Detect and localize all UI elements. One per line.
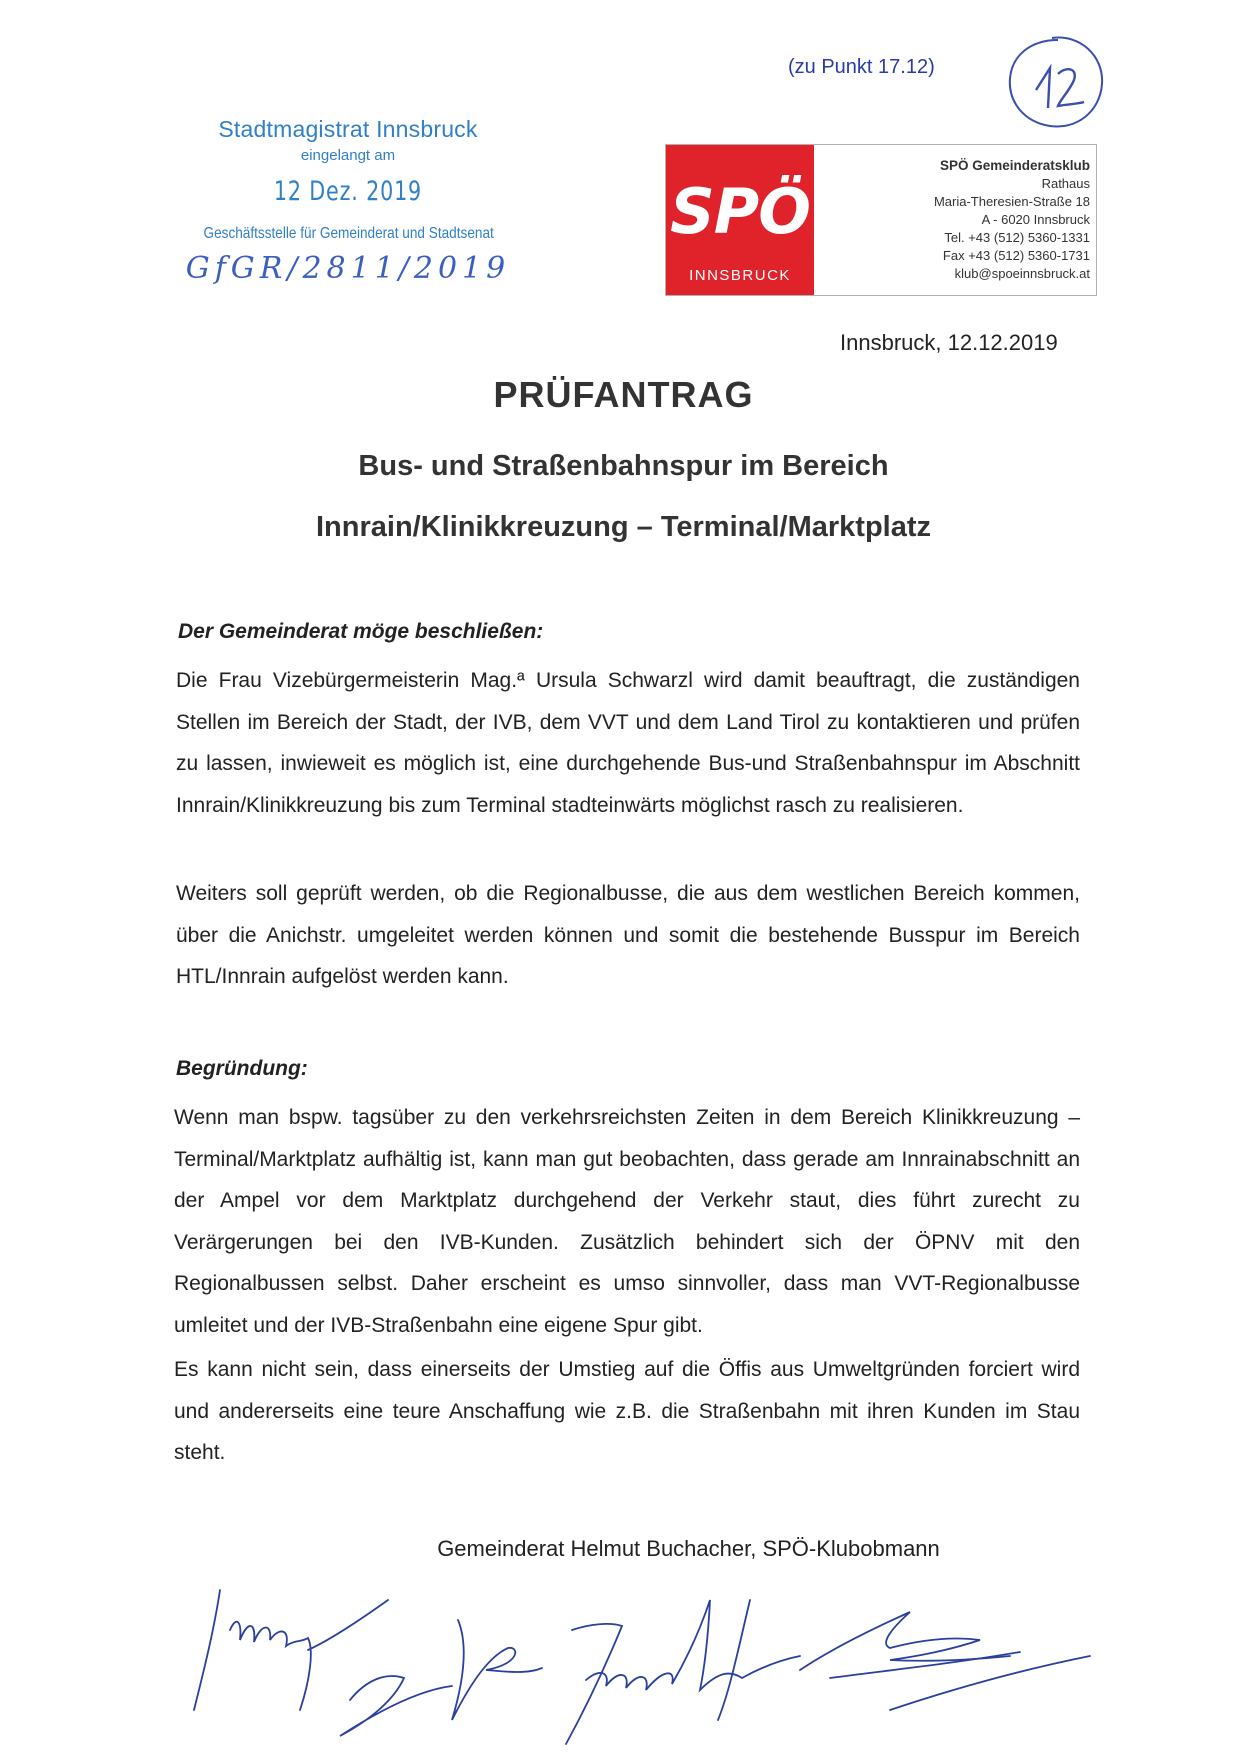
- stamp-received-label: eingelangt am: [300, 147, 396, 164]
- receipt-stamp: [178, 116, 518, 286]
- reasoning-paragraph: Wenn man bspw. tagsüber zu den verkehrsreichsten Zeiten in dem Bereich Klinikkreuzung – Terminal/Marktplatz aufhältig ist, kann man gut beobachten, dass gerade am Innrainabschnitt an der Ampel vor dem Marktplatz durchgehend der Verkehr staut, dies führt zurecht zu Verärgerungen bei den IVB-Kunden. Zusätzlich behindert sich der ÖPNV mit den Regionalbussen selbst. Daher erscheint es umso sinnvoller, dass man VVT-Regionalbusse umleitet und der IVB-Straßenbahn eine eigene Spur gibt.: [174, 1106, 1080, 1337]
- stamp-file-number: GfGR/2811/2019: [185, 251, 511, 286]
- address-line: Tel. +43 (512) 5360-1331: [944, 230, 1090, 245]
- reasoning-paragraph: Es kann nicht sein, dass einerseits der Umstieg auf die Öffis aus Umweltgründen forciert wird und andererseits eine teure Anschaffung wie z.B. die Straßenbahn mit ihren Kunden im Stau steht.: [174, 1358, 1080, 1464]
- spo-logo: [666, 145, 814, 295]
- reasoning-heading: Begründung:: [176, 1057, 308, 1080]
- stamp-office: Stadtmagistrat Innsbruck: [218, 116, 478, 142]
- document-title: PRÜFANTRAG: [493, 374, 754, 415]
- address-line: Fax +43 (512) 5360-1731: [942, 248, 1090, 263]
- sender-address: [934, 157, 1090, 283]
- motion-paragraph: Die Frau Vizebürgermeisterin Mag.ª Ursula Schwarzl wird damit beauftragt, die zuständigen Stellen im Bereich der Stadt, der IVB, dem VVT und dem Land Tirol zu kontaktieren und prüfen zu lassen, inwieweit es möglich ist, eine durchgehende Bus-und Straßenbahnspur im Abschnitt Innrain/Klinikkreuzung bis zum Terminal stadteinwärts möglichst rasch zu realisieren.: [176, 669, 1080, 817]
- letterhead: [665, 144, 1097, 296]
- motion-heading: Der Gemeinderat möge beschließen:: [178, 620, 544, 643]
- logo-city: INNSBRUCK: [689, 267, 791, 284]
- signer-line: Gemeinderat Helmut Buchacher, SPÖ-Klubobmann: [437, 1536, 940, 1561]
- stamp-department: Geschäftsstelle für Gemeinderat und Stadtsenat: [203, 225, 494, 242]
- address-line: SPÖ Gemeinderatsklub: [939, 158, 1090, 173]
- subtitle-line: Bus- und Straßenbahnspur im Bereich: [358, 450, 889, 482]
- motion-paragraph: Weiters soll geprüft werden, ob die Regionalbusse, die aus dem westlichen Bereich kommen, über die Anichstr. umgeleitet werden können und somit die bestehende Busspur im Bereich HTL/Innrain aufgelöst werden kann.: [176, 882, 1080, 988]
- circled-number-mark: [1002, 30, 1108, 136]
- address-line: Rathaus: [1041, 176, 1090, 191]
- agenda-reference: (zu Punkt 17.12): [788, 56, 935, 78]
- logo-text: SPÖ: [670, 175, 810, 248]
- stamp-date: 12 Dez. 2019: [273, 176, 423, 207]
- place-date: Innsbruck, 12.12.2019: [840, 330, 1058, 355]
- address-line: Maria-Theresien-Straße 18: [933, 194, 1090, 209]
- handwritten-signatures: [190, 1560, 1160, 1750]
- subtitle-line: Innrain/Klinikkreuzung – Terminal/Marktplatz: [315, 511, 932, 543]
- address-line: A - 6020 Innsbruck: [981, 212, 1090, 227]
- address-line: klub@spoeinnsbruck.at: [954, 266, 1090, 281]
